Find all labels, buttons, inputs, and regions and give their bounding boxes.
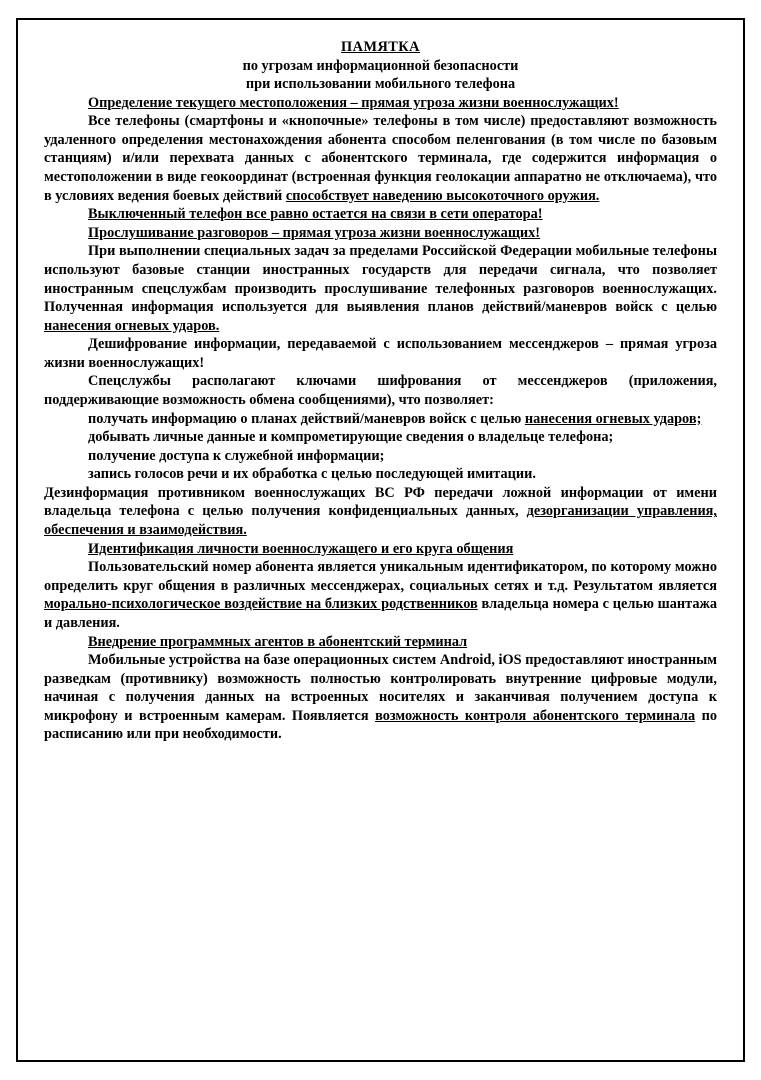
heading-wiretapping: [44, 224, 717, 243]
document-title: ПАМЯТКА: [341, 39, 420, 55]
document-subtitle-2: при использовании мобильного телефона: [245, 76, 516, 93]
paragraph-special-tasks: [44, 242, 717, 335]
paragraph-special-tasks-emphasis: нанесения огневых ударов.: [44, 317, 220, 334]
list-item-get-info-emphasis: нанесения огневых ударов;: [524, 410, 702, 427]
paragraph-special-tasks-text: При выполнении специальных задач за пределами Российской Федерации мобильные телефоны используют базовые станции иностранных государств для передачи сигнала, что позволяет иностранным спецслужбам производить прослушивание телефонных разговоров военнослужащих. Полученная информация используется для выявления планов действий/маневров войск с целью: [44, 243, 717, 316]
document-body: [44, 38, 717, 744]
paragraph-mobile-devices-emphasis: возможность контроля абонентского терминала: [375, 707, 696, 724]
paragraph-disinformation-text: Дезинформация противником военнослужащих ВС РФ передачи ложной информации от имени владельца телефона с целью получения конфиденциальных данных,: [44, 484, 717, 520]
document-subtitle-1: по угрозам информационной безопасности: [242, 57, 519, 74]
paragraph-user-number: [44, 558, 717, 632]
section-heading-location: [44, 94, 717, 113]
list-item-personal-data: [44, 428, 717, 447]
heading-switched-off-phone: [44, 205, 717, 224]
heading-identification: [44, 540, 717, 559]
paragraph-mobile-devices-text: Мобильные устройства на базе операционных систем Android, iOS предоставляют иностранным разведкам (противнику) возможность полностью контролировать внутренние цифровые модули, начиная с получения данных на встроенных носителях и заканчивая получением доступа к микрофону и встроенным камерам. Появляется: [44, 652, 717, 724]
paragraph-disinformation-emphasis: дезорганизации управления, обеспечения и взаимодействия.: [44, 503, 717, 539]
heading-software-agents-text: Внедрение программных агентов в абонентский терминал: [88, 633, 468, 650]
paragraph-disinformation: [44, 484, 717, 540]
paragraph-decryption: [44, 335, 717, 372]
paragraph-all-phones-emphasis: способствует наведению высокоточного оружия.: [285, 187, 600, 204]
heading-software-agents: [44, 633, 717, 652]
list-item-service-info: [44, 447, 717, 466]
document-sections: [44, 94, 717, 744]
heading-wiretapping-text: Прослушивание разговоров – прямая угроза жизни военнослужащих!: [88, 224, 541, 241]
list-item-get-info-text: получать информацию о планах действий/маневров войск с целью: [88, 410, 525, 427]
heading-switched-off-phone-text: Выключенный телефон все равно остается на связи в сети оператора!: [88, 206, 543, 223]
paragraph-special-services-keys: [44, 372, 717, 409]
paragraph-user-number-emphasis: морально-психологическое воздействие на близких родственников: [44, 596, 478, 613]
paragraph-special-services-keys-text: Спецслужбы располагают ключами шифрования от мессенджеров (приложения, поддерживающие возможность обмена сообщениями), что позволяет:: [44, 373, 717, 408]
page-border-frame: [16, 18, 745, 1062]
section-heading-location-text: Определение текущего местоположения – прямая угроза жизни военнослужащих!: [88, 94, 619, 111]
paragraph-user-number-text-tail: владельца номера с целью шантажа и давления.: [44, 596, 717, 631]
paragraph-all-phones-text: Все телефоны (смартфоны и «кнопочные» телефоны в том числе) предоставляют возможность удаленного определения местонахождения абонента способом пеленгования (в том числе по базовым станциям) и/или перехвата данных с абонентского терминала, где содержится информация о местоположении в виде геокоординат (встроенная функция геолокации аппаратно не отключаема), что в условиях ведения боевых действий: [44, 113, 717, 204]
list-item-get-info: [44, 410, 717, 429]
heading-identification-text: Идентификация личности военнослужащего и его круга общения: [88, 540, 514, 557]
paragraph-mobile-devices-text-tail: по расписанию или при необходимости.: [44, 707, 717, 743]
paragraph-mobile-devices: [44, 651, 717, 744]
paragraph-all-phones: [44, 112, 717, 205]
list-item-voice-record: [44, 465, 717, 484]
list-item-personal-data-text: добывать личные данные и компрометирующие сведения о владельце телефона;: [88, 429, 614, 446]
list-item-service-info-text: получение доступа к служебной информации;: [88, 447, 385, 464]
paragraph-user-number-text: Пользовательский номер абонента является уникальным идентификатором, по которому можно определить круг общения в различных мессенджерах, социальных сетях и т.д. Результатом является: [44, 559, 717, 594]
list-item-voice-record-text: запись голосов речи и их обработка с целью последующей имитации.: [88, 466, 536, 483]
paragraph-decryption-text: Дешифрование информации, передаваемой с использованием мессенджеров – прямая угроза жизни военнослужащих!: [44, 336, 717, 371]
